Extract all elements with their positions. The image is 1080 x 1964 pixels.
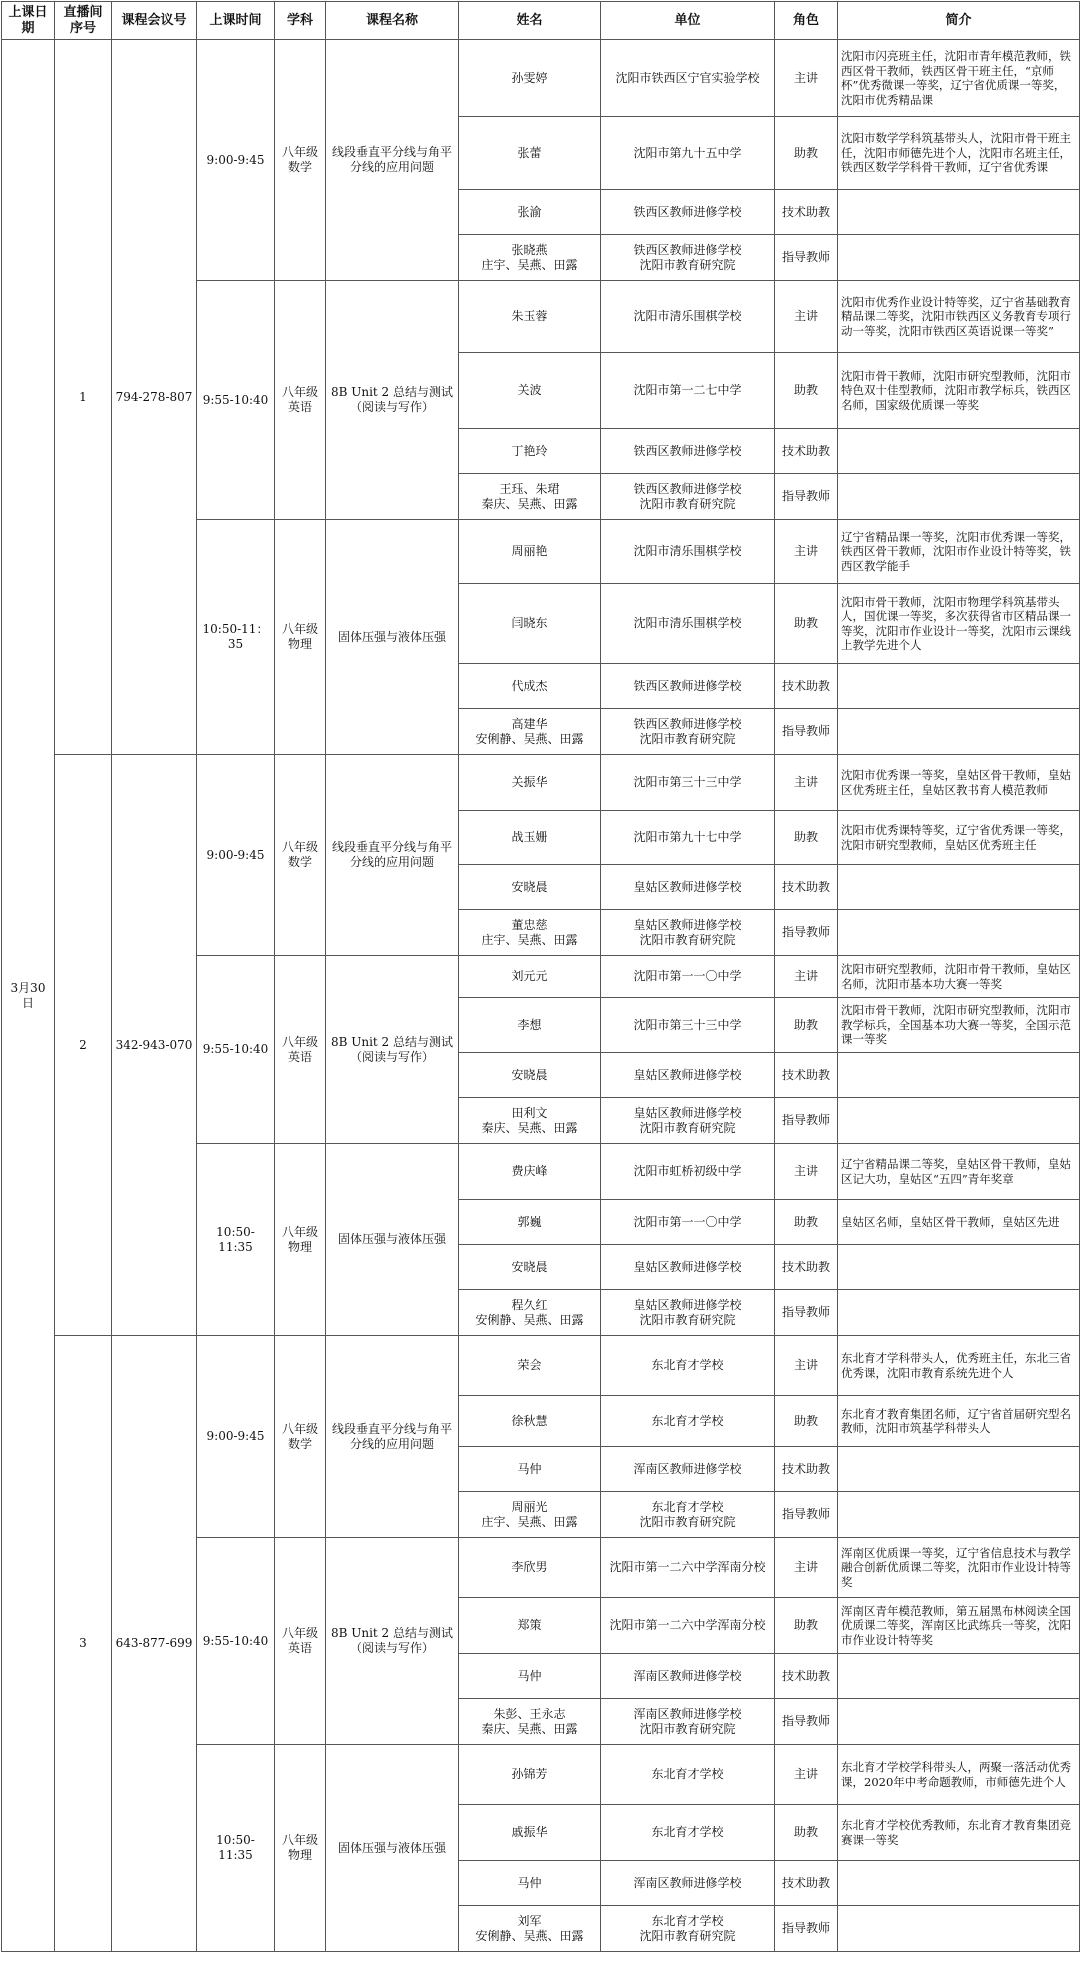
staff-role: 指导教师 xyxy=(775,474,838,520)
staff-name-line1: 高建华 xyxy=(511,716,548,731)
staff-role: 指导教师 xyxy=(775,1492,838,1538)
staff-unit: 皇姑区教师进修学校 xyxy=(601,1053,775,1098)
staff-intro xyxy=(838,1245,1080,1290)
staff-intro: 沈阳市优秀课特等奖，辽宁省优秀课一等奖，沈阳市研究型教师，皇姑区优秀班主任 xyxy=(838,811,1080,865)
staff-role: 技术助教 xyxy=(775,1654,838,1699)
session-time: 9:00-9:45 xyxy=(197,40,275,281)
session-subject: 八年级数学 xyxy=(275,1336,326,1538)
session-subject: 八年级英语 xyxy=(275,956,326,1144)
staff-unit-line2: 沈阳市教育研究院 xyxy=(639,731,736,746)
staff-unit: 皇姑区教师进修学校 xyxy=(601,1245,775,1290)
staff-intro: 沈阳市优秀作业设计特等奖，辽宁省基础教育精品课二等奖，沈阳市铁西区义务教育专项行动一等奖，沈阳市铁西区英语说课一等奖” xyxy=(838,281,1080,353)
staff-name xyxy=(459,1290,601,1336)
staff-role: 助教 xyxy=(775,353,838,429)
staff-unit xyxy=(601,1492,775,1538)
staff-role: 主讲 xyxy=(775,40,838,117)
staff-name-line2: 安俐静、吴燕、田露 xyxy=(475,1312,584,1327)
staff-intro xyxy=(838,1290,1080,1336)
course-name: 线段垂直平分线与角平分线的应用问题 xyxy=(326,40,459,281)
staff-role: 技术助教 xyxy=(775,1861,838,1906)
staff-unit-line1: 皇姑区教师进修学校 xyxy=(633,1297,742,1312)
staff-unit: 东北育才学校 xyxy=(601,1396,775,1447)
staff-name: 闫晓东 xyxy=(459,584,601,664)
session-subject: 八年级数学 xyxy=(275,755,326,956)
staff-name: 郭巍 xyxy=(459,1200,601,1245)
staff-unit: 沈阳市第九十五中学 xyxy=(601,117,775,190)
session-subject: 八年级数学 xyxy=(275,40,326,281)
staff-role: 助教 xyxy=(775,1396,838,1447)
staff-unit: 浑南区教师进修学校 xyxy=(601,1654,775,1699)
staff-role: 主讲 xyxy=(775,1538,838,1598)
staff-unit: 沈阳市第三十三中学 xyxy=(601,755,775,811)
session-subject: 八年级物理 xyxy=(275,1745,326,1952)
staff-intro: 东北育才学科带头人，优秀班主任，东北三省优秀课，沈阳市教育系统先进个人 xyxy=(838,1336,1080,1396)
staff-name xyxy=(459,1492,601,1538)
header-subject: 学科 xyxy=(275,2,326,40)
staff-name: 马仲 xyxy=(459,1861,601,1906)
staff-name: 关波 xyxy=(459,353,601,429)
staff-intro: 皇姑区名师，皇姑区骨干教师，皇姑区先进 xyxy=(838,1200,1080,1245)
schedule-body xyxy=(2,40,1080,1952)
staff-unit-line1: 东北育才学校 xyxy=(651,1913,724,1928)
staff-name-line1: 程久红 xyxy=(511,1297,548,1312)
staff-unit-line2: 沈阳市教育研究院 xyxy=(639,1514,736,1529)
staff-role: 助教 xyxy=(775,1598,838,1654)
staff-role: 技术助教 xyxy=(775,1245,838,1290)
session-time: 10:50-11:35 xyxy=(197,1144,275,1336)
staff-name: 戚振华 xyxy=(459,1805,601,1861)
staff-unit xyxy=(601,1906,775,1952)
staff-name-line2: 安俐静、吴燕、田露 xyxy=(475,731,584,746)
course-name: 固体压强与液体压强 xyxy=(326,520,459,755)
staff-unit: 沈阳市虹桥初级中学 xyxy=(601,1144,775,1200)
staff-unit: 铁西区教师进修学校 xyxy=(601,429,775,474)
staff-name: 代成杰 xyxy=(459,664,601,709)
staff-intro: 沈阳市优秀课一等奖，皇姑区骨干教师，皇姑区优秀班主任，皇姑区教书育人模范教师 xyxy=(838,755,1080,811)
staff-name: 朱玉蓉 xyxy=(459,281,601,353)
staff-unit xyxy=(601,1290,775,1336)
staff-intro xyxy=(838,1492,1080,1538)
staff-unit-line1: 铁西区教师进修学校 xyxy=(633,716,742,731)
stream-number: 3 xyxy=(55,1336,112,1952)
staff-role: 指导教师 xyxy=(775,1699,838,1745)
staff-role: 技术助教 xyxy=(775,429,838,474)
session-time: 9:55-10:40 xyxy=(197,281,275,520)
staff-name-line1: 田利文 xyxy=(511,1105,548,1120)
staff-intro: 辽宁省精品课二等奖，皇姑区骨干教师，皇姑区记大功，皇姑区“五四”青年奖章 xyxy=(838,1144,1080,1200)
staff-role: 助教 xyxy=(775,117,838,190)
meeting-id: 794-278-807 xyxy=(112,40,197,755)
staff-intro xyxy=(838,235,1080,281)
staff-name-line2: 安俐静、吴燕、田露 xyxy=(475,1928,584,1943)
staff-intro: 沈阳市骨干教师，沈阳市研究型教师，沈阳市特色双十佳型教师，沈阳市教学标兵，铁西区名师，国家级优质课一等奖 xyxy=(838,353,1080,429)
staff-name: 马仲 xyxy=(459,1654,601,1699)
staff-role: 指导教师 xyxy=(775,235,838,281)
staff-name-line2: 秦庆、吴燕、田露 xyxy=(481,1721,578,1736)
staff-name xyxy=(459,910,601,956)
header-stream: 直播间序号 xyxy=(55,2,112,40)
staff-name-line2: 庄宇、吴燕、田露 xyxy=(481,932,578,947)
table-row xyxy=(2,1336,1080,1396)
staff-name-line1: 张晓燕 xyxy=(511,242,548,257)
staff-role: 助教 xyxy=(775,584,838,664)
meeting-id: 643-877-699 xyxy=(112,1336,197,1952)
staff-name: 战玉姗 xyxy=(459,811,601,865)
staff-unit: 沈阳市第一一〇中学 xyxy=(601,956,775,998)
staff-intro xyxy=(838,709,1080,755)
staff-role: 主讲 xyxy=(775,1336,838,1396)
staff-name: 张渝 xyxy=(459,190,601,235)
staff-name: 孙锦芳 xyxy=(459,1745,601,1805)
staff-intro xyxy=(838,1098,1080,1144)
staff-unit: 皇姑区教师进修学校 xyxy=(601,865,775,910)
staff-role: 指导教师 xyxy=(775,1906,838,1952)
staff-role: 主讲 xyxy=(775,281,838,353)
staff-unit-line1: 皇姑区教师进修学校 xyxy=(633,1105,742,1120)
course-name: 固体压强与液体压强 xyxy=(326,1745,459,1952)
staff-unit: 浑南区教师进修学校 xyxy=(601,1861,775,1906)
staff-name: 费庆峰 xyxy=(459,1144,601,1200)
staff-role: 指导教师 xyxy=(775,1290,838,1336)
staff-name xyxy=(459,709,601,755)
table-row xyxy=(2,755,1080,811)
staff-unit: 沈阳市第一二七中学 xyxy=(601,353,775,429)
staff-role: 技术助教 xyxy=(775,865,838,910)
staff-intro xyxy=(838,1906,1080,1952)
session-subject: 八年级物理 xyxy=(275,1144,326,1336)
staff-role: 技术助教 xyxy=(775,190,838,235)
staff-role: 主讲 xyxy=(775,520,838,584)
header-time: 上课时间 xyxy=(197,2,275,40)
header-row xyxy=(2,2,1080,40)
staff-role: 助教 xyxy=(775,811,838,865)
staff-role: 助教 xyxy=(775,1805,838,1861)
staff-name: 安晓晨 xyxy=(459,1245,601,1290)
header-unit: 单位 xyxy=(601,2,775,40)
staff-role: 助教 xyxy=(775,1200,838,1245)
session-time: 9:00-9:45 xyxy=(197,1336,275,1538)
staff-intro xyxy=(838,190,1080,235)
staff-name-line1: 朱彭、王永志 xyxy=(493,1706,566,1721)
staff-unit: 铁西区教师进修学校 xyxy=(601,190,775,235)
staff-name: 张蕾 xyxy=(459,117,601,190)
staff-name: 马仲 xyxy=(459,1447,601,1492)
session-time: 10:50-11：35 xyxy=(197,520,275,755)
staff-name: 李想 xyxy=(459,998,601,1053)
staff-unit-line2: 沈阳市教育研究院 xyxy=(639,1928,736,1943)
staff-intro: 沈阳市数学学科筑基带头人，沈阳市骨干班主任，沈阳市师德先进个人，沈阳市名班主任，铁西区数学学科骨干教师，辽宁省优秀课 xyxy=(838,117,1080,190)
staff-name-line2: 秦庆、吴燕、田露 xyxy=(481,1120,578,1135)
staff-name: 李欣男 xyxy=(459,1538,601,1598)
staff-unit: 东北育才学校 xyxy=(601,1805,775,1861)
staff-name-line1: 周丽光 xyxy=(511,1499,548,1514)
staff-unit-line2: 沈阳市教育研究院 xyxy=(639,1721,736,1736)
staff-intro: 沈阳市闪亮班主任，沈阳市青年模范教师，铁西区骨干教师，铁西区骨干班主任，“京师杯”优秀微课一等奖，辽宁省优质课一等奖，沈阳市优秀精品课 xyxy=(838,40,1080,117)
staff-role: 助教 xyxy=(775,998,838,1053)
staff-name: 刘元元 xyxy=(459,956,601,998)
staff-unit: 沈阳市第九十七中学 xyxy=(601,811,775,865)
staff-unit xyxy=(601,910,775,956)
staff-unit-line1: 东北育才学校 xyxy=(651,1499,724,1514)
session-subject: 八年级英语 xyxy=(275,281,326,520)
staff-intro xyxy=(838,1447,1080,1492)
header-meeting: 课程会议号 xyxy=(112,2,197,40)
staff-name-line2: 庄宇、吴燕、田露 xyxy=(481,1514,578,1529)
meeting-id: 342-943-070 xyxy=(112,755,197,1336)
staff-name-line1: 王珏、朱珺 xyxy=(499,481,560,496)
staff-name-line1: 刘军 xyxy=(517,1913,542,1928)
staff-name-line2: 庄宇、吴燕、田露 xyxy=(481,257,578,272)
staff-unit: 沈阳市铁西区宁官实验学校 xyxy=(601,40,775,117)
staff-intro xyxy=(838,1053,1080,1098)
staff-unit-line1: 铁西区教师进修学校 xyxy=(633,242,742,257)
staff-unit xyxy=(601,474,775,520)
header-date: 上课日期 xyxy=(2,2,55,40)
table-row xyxy=(2,40,1080,117)
staff-name-line2: 秦庆、吴燕、田露 xyxy=(481,496,578,511)
staff-name xyxy=(459,1699,601,1745)
staff-unit: 东北育才学校 xyxy=(601,1745,775,1805)
staff-unit-line2: 沈阳市教育研究院 xyxy=(639,496,736,511)
session-time: 10:50-11:35 xyxy=(197,1745,275,1952)
staff-intro: 浑南区优质课一等奖，辽宁省信息技术与教学融合创新优质课二等奖，沈阳市作业设计特等奖 xyxy=(838,1538,1080,1598)
staff-unit xyxy=(601,1098,775,1144)
staff-unit: 沈阳市清乐围棋学校 xyxy=(601,281,775,353)
staff-name xyxy=(459,474,601,520)
staff-unit-line2: 沈阳市教育研究院 xyxy=(639,257,736,272)
staff-intro: 东北育才学校优秀教师，东北育才教育集团竞赛课一等奖 xyxy=(838,1805,1080,1861)
header-name: 姓名 xyxy=(459,2,601,40)
staff-intro xyxy=(838,429,1080,474)
course-name: 8B Unit 2 总结与测试（阅读与写作） xyxy=(326,1538,459,1745)
stream-number: 2 xyxy=(55,755,112,1336)
staff-name: 安晓晨 xyxy=(459,1053,601,1098)
staff-role: 主讲 xyxy=(775,956,838,998)
staff-unit: 沈阳市清乐围棋学校 xyxy=(601,520,775,584)
course-name: 8B Unit 2 总结与测试（阅读与写作） xyxy=(326,956,459,1144)
staff-intro: 东北育才学校学科带头人，两聚一落活动优秀课，2020年中考命题教师，市师德先进个人 xyxy=(838,1745,1080,1805)
session-time: 9:00-9:45 xyxy=(197,755,275,956)
course-name: 固体压强与液体压强 xyxy=(326,1144,459,1336)
staff-intro xyxy=(838,910,1080,956)
staff-name xyxy=(459,235,601,281)
staff-unit-line1: 浑南区教师进修学校 xyxy=(633,1706,742,1721)
staff-role: 主讲 xyxy=(775,1144,838,1200)
header-course: 课程名称 xyxy=(326,2,459,40)
staff-name: 关振华 xyxy=(459,755,601,811)
staff-name: 丁艳玲 xyxy=(459,429,601,474)
staff-name: 孙雯婷 xyxy=(459,40,601,117)
staff-unit: 沈阳市第一一〇中学 xyxy=(601,1200,775,1245)
staff-name: 安晓晨 xyxy=(459,865,601,910)
staff-role: 技术助教 xyxy=(775,1053,838,1098)
course-name: 线段垂直平分线与角平分线的应用问题 xyxy=(326,1336,459,1538)
header-intro: 简介 xyxy=(838,2,1080,40)
staff-name: 周丽艳 xyxy=(459,520,601,584)
staff-intro: 沈阳市研究型教师，沈阳市骨干教师，皇姑区名师，沈阳市基本功大赛一等奖 xyxy=(838,956,1080,998)
staff-name-line1: 董忠慈 xyxy=(511,917,548,932)
staff-role: 指导教师 xyxy=(775,1098,838,1144)
staff-unit: 沈阳市第三十三中学 xyxy=(601,998,775,1053)
staff-name: 徐秋慧 xyxy=(459,1396,601,1447)
staff-role: 技术助教 xyxy=(775,664,838,709)
course-name: 线段垂直平分线与角平分线的应用问题 xyxy=(326,755,459,956)
staff-intro: 辽宁省精品课一等奖，沈阳市优秀课一等奖，铁西区骨干教师，沈阳市作业设计特等奖，铁西区教学能手 xyxy=(838,520,1080,584)
staff-unit xyxy=(601,1699,775,1745)
staff-intro xyxy=(838,1654,1080,1699)
staff-name xyxy=(459,1906,601,1952)
date-cell: 3月30日 xyxy=(2,40,55,1952)
staff-unit: 沈阳市清乐围棋学校 xyxy=(601,584,775,664)
staff-unit: 浑南区教师进修学校 xyxy=(601,1447,775,1492)
staff-unit-line2: 沈阳市教育研究院 xyxy=(639,1120,736,1135)
staff-intro: 沈阳市骨干教师，沈阳市研究型教师，沈阳市教学标兵，全国基本功大赛一等奖，全国示范课一等奖 xyxy=(838,998,1080,1053)
course-name: 8B Unit 2 总结与测试（阅读与写作） xyxy=(326,281,459,520)
header-role: 角色 xyxy=(775,2,838,40)
session-time: 9:55-10:40 xyxy=(197,1538,275,1745)
staff-unit-line2: 沈阳市教育研究院 xyxy=(639,932,736,947)
session-subject: 八年级物理 xyxy=(275,520,326,755)
staff-unit: 铁西区教师进修学校 xyxy=(601,664,775,709)
staff-role: 技术助教 xyxy=(775,1447,838,1492)
staff-name: 郑策 xyxy=(459,1598,601,1654)
staff-unit xyxy=(601,709,775,755)
staff-unit: 沈阳市第一二六中学浑南分校 xyxy=(601,1538,775,1598)
staff-intro xyxy=(838,1699,1080,1745)
staff-intro xyxy=(838,865,1080,910)
staff-unit: 沈阳市第一二六中学浑南分校 xyxy=(601,1598,775,1654)
staff-intro xyxy=(838,664,1080,709)
staff-name: 荣会 xyxy=(459,1336,601,1396)
staff-unit xyxy=(601,235,775,281)
staff-role: 主讲 xyxy=(775,1745,838,1805)
schedule-table xyxy=(1,1,1080,1952)
staff-role: 主讲 xyxy=(775,755,838,811)
staff-unit-line1: 皇姑区教师进修学校 xyxy=(633,917,742,932)
session-time: 9:55-10:40 xyxy=(197,956,275,1144)
staff-name xyxy=(459,1098,601,1144)
staff-intro xyxy=(838,1861,1080,1906)
stream-number: 1 xyxy=(55,40,112,755)
staff-unit-line2: 沈阳市教育研究院 xyxy=(639,1312,736,1327)
staff-role: 指导教师 xyxy=(775,910,838,956)
staff-unit-line1: 铁西区教师进修学校 xyxy=(633,481,742,496)
session-subject: 八年级英语 xyxy=(275,1538,326,1745)
staff-unit: 东北育才学校 xyxy=(601,1336,775,1396)
staff-intro: 东北育才教育集团名师，辽宁省首届研究型名教师，沈阳市筑基学科带头人 xyxy=(838,1396,1080,1447)
staff-intro: 浑南区青年模范教师，第五届黑布林阅读全国优质课二等奖，浑南区比武练兵一等奖，沈阳市作业设计特等奖 xyxy=(838,1598,1080,1654)
staff-role: 指导教师 xyxy=(775,709,838,755)
staff-intro: 沈阳市骨干教师，沈阳市物理学科筑基带头人，国优课一等奖，多次获得省市区精品课一等奖，沈阳市作业设计一等奖，沈阳市云课线上教学先进个人 xyxy=(838,584,1080,664)
staff-intro xyxy=(838,474,1080,520)
